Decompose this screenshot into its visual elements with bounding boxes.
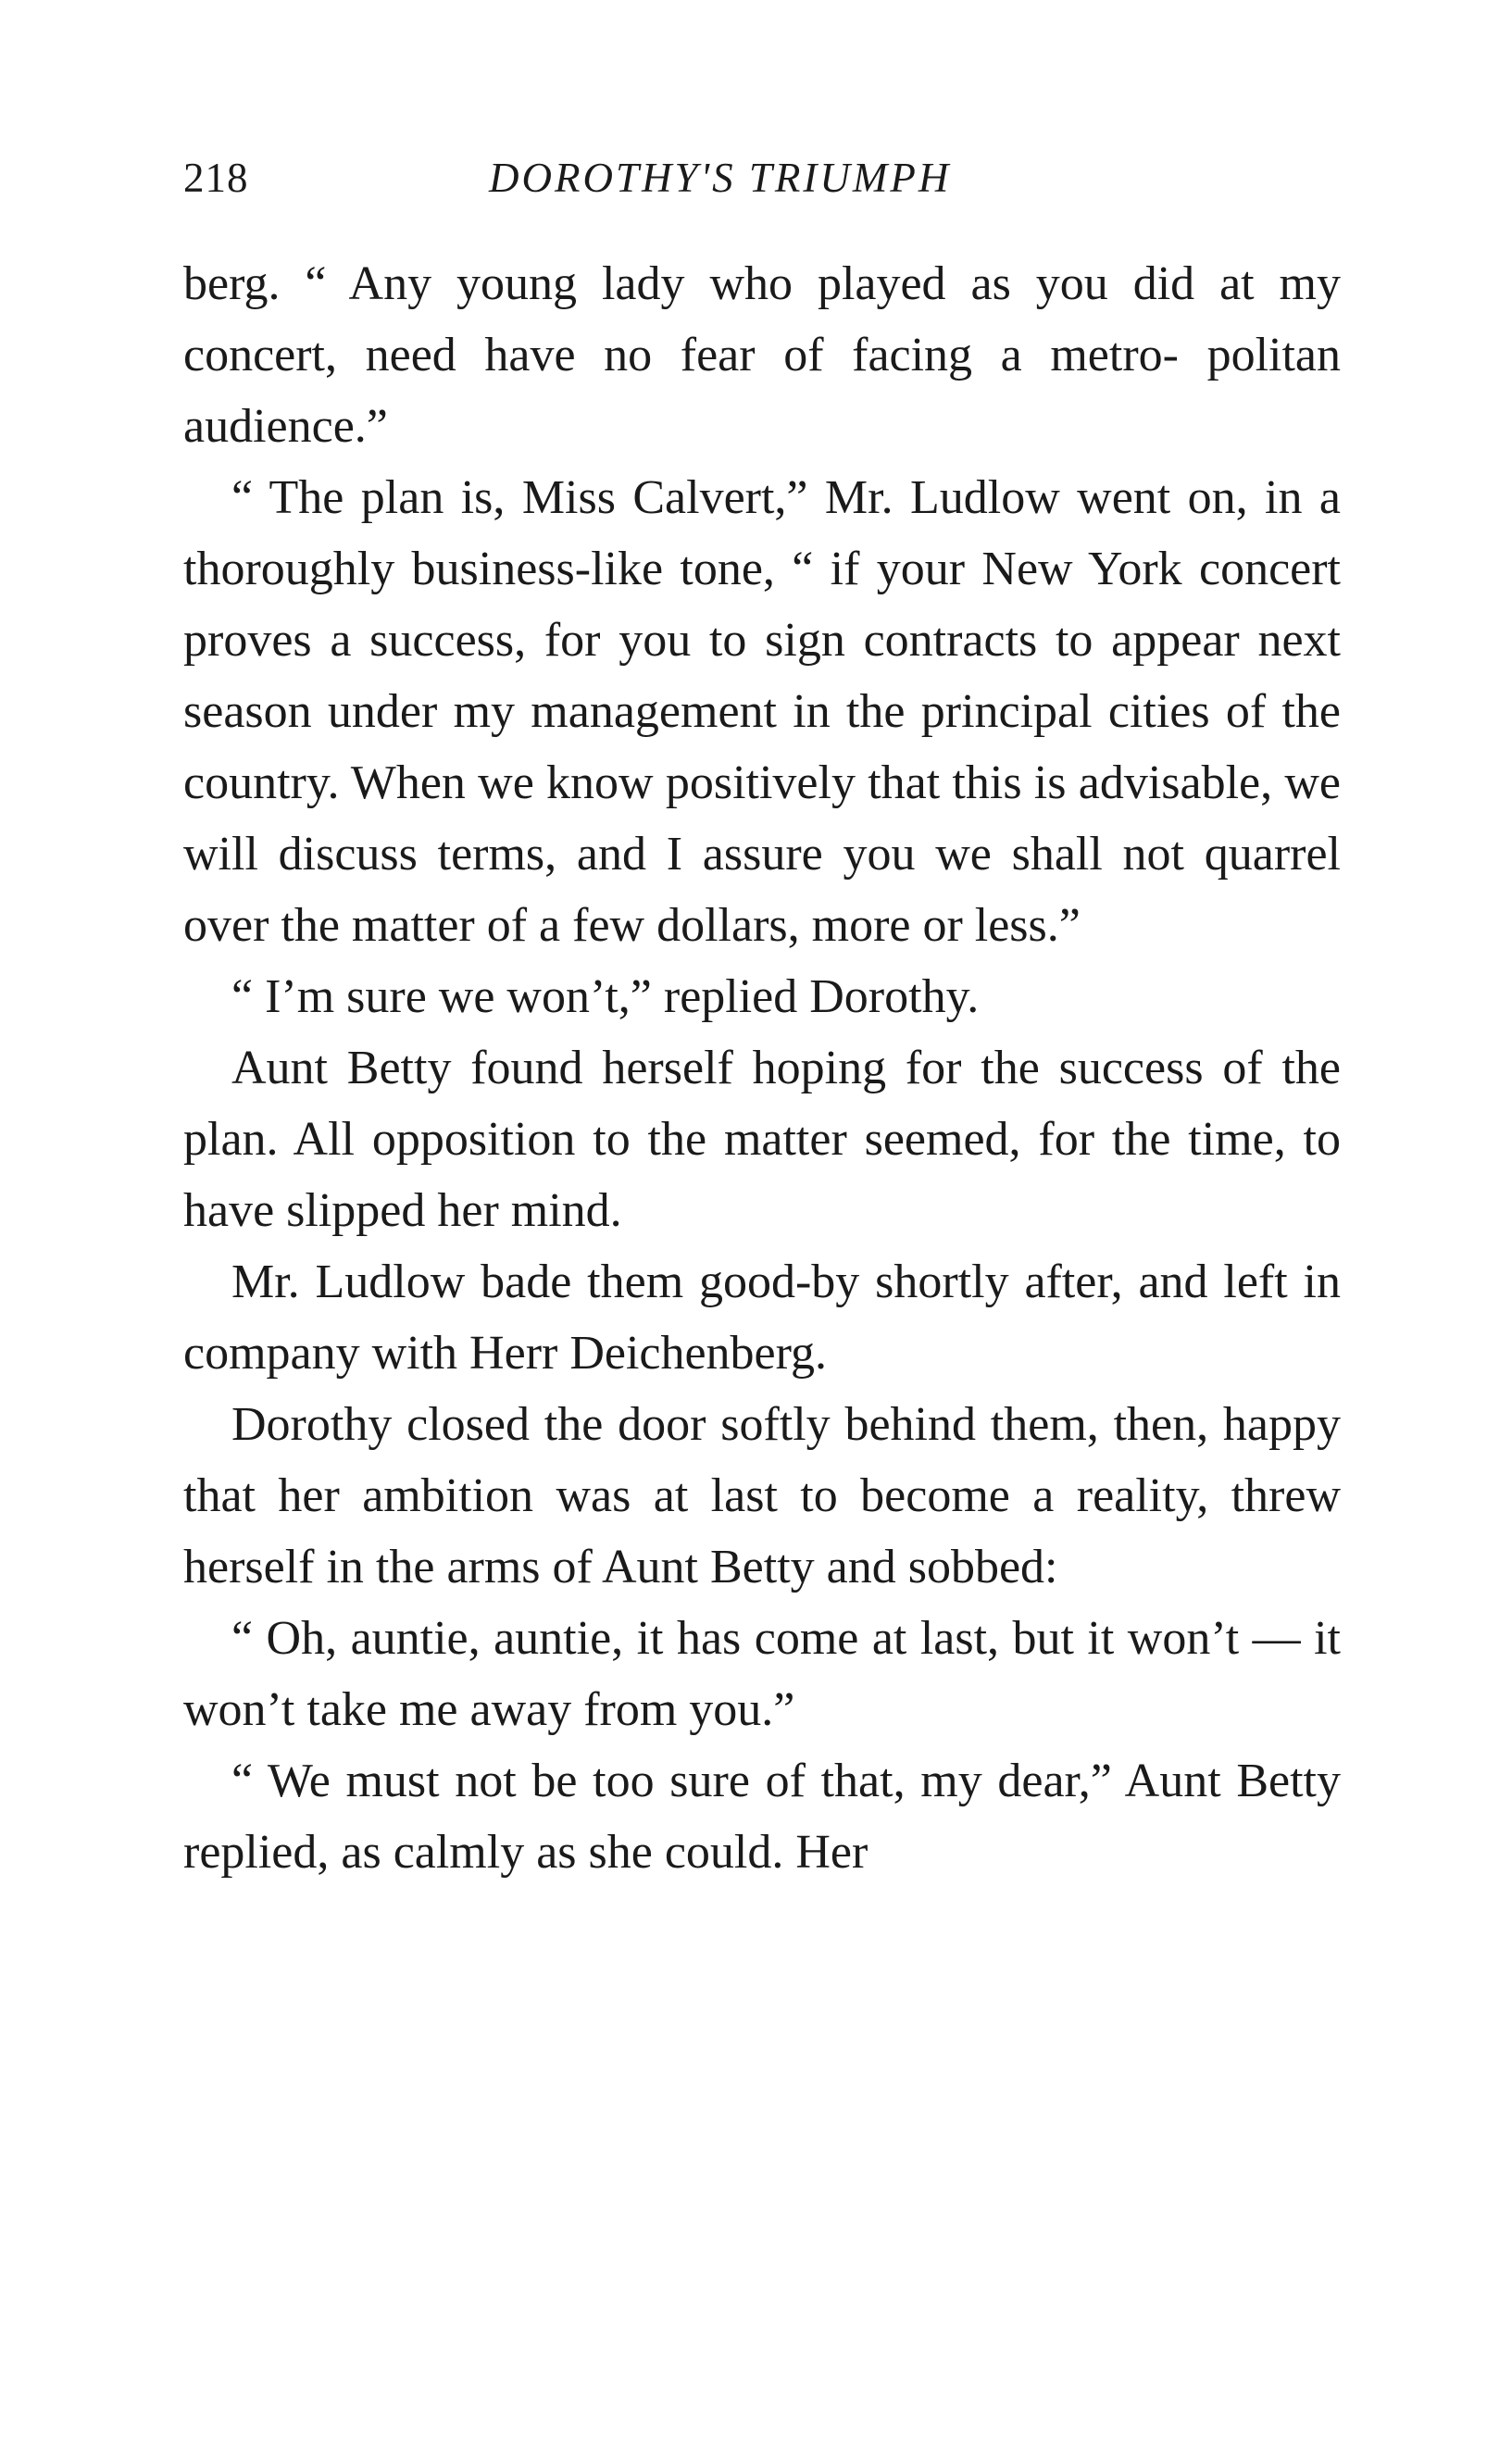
paragraph: “ The plan is, Miss Calvert,” Mr. Ludlow went on, in a thoroughly business-like tone, “ if your New York concert proves a success, for you to sign contracts to appear next season under my management in the principal cities of the country. When we know positively that this is advisable, we will discuss terms, and I assure you we shall not quarrel over the matter of a few dollars, more or less.” [183, 471, 1341, 952]
running-head [183, 148, 1341, 213]
running-title: DOROTHY'S TRIUMPH [489, 155, 952, 201]
page-number: 218 [183, 155, 249, 201]
paragraph: Mr. Ludlow bade them good-by shortly after, and left in company with Herr Deichenberg. [183, 1256, 1341, 1380]
paragraph: Dorothy closed the door softly behind them, then, happy that her ambition was at last to become a reality, threw herself in the arms of Aunt Betty and sobbed: [183, 1398, 1341, 1593]
paragraph: “ Oh, auntie, auntie, it has come at last, but it won’t — it won’t take me away from you.” [183, 1612, 1341, 1736]
body-text [183, 248, 1341, 1888]
paragraph: “ I’m sure we won’t,” replied Dorothy. [231, 970, 980, 1023]
paragraph: “ We must not be too sure of that, my dear,” Aunt Betty replied, as calmly as she could. Her [183, 1755, 1341, 1879]
paragraph: Aunt Betty found herself hoping for the success of the plan. All opposition to the matter seemed, for the time, to have slipped her mind. [183, 1042, 1341, 1237]
book-page [183, 148, 1341, 1888]
paragraph-continued: berg. “ Any young lady who played as you did at my concert, need have no fear of facing a metro- politan audience.” [183, 257, 1341, 453]
